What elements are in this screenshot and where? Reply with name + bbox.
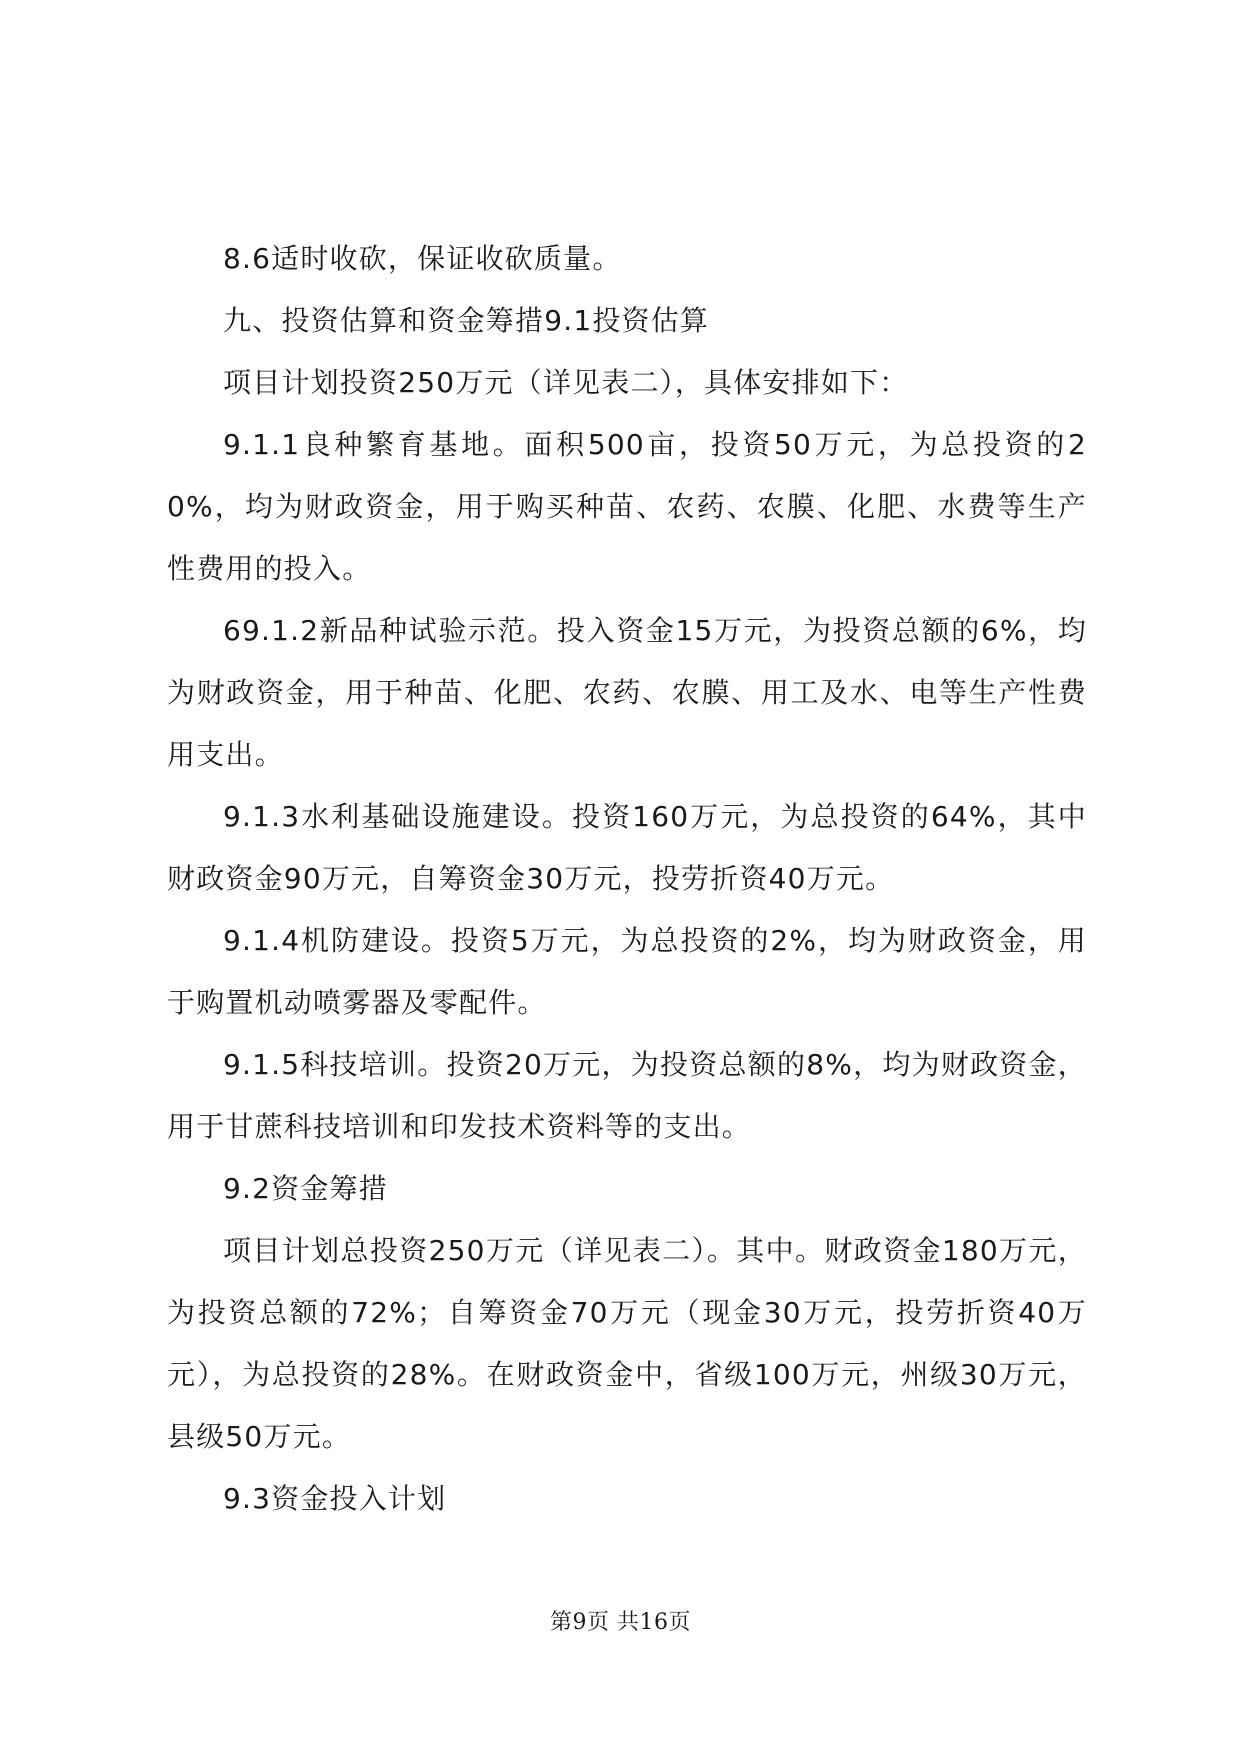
page-number-footer: 第9页 共16页 <box>550 1610 691 1635</box>
paragraph-water-infrastructure: 9.1.3水利基础设施建设。投资160万元，为总投资的64%，其中财政资金90万元，自筹资金30万元，投劳折资40万元。 <box>167 800 1087 895</box>
heading-fund-input-plan: 9.3资金投入计划 <box>223 1482 447 1515</box>
paragraph-fund-raising: 项目计划总投资250万元（详见表二）。其中。财政资金180万元，为投资总额的72%；自筹资金70万元（现金30万元，投劳折资40万元），为总投资的28%。在财政资金中，省级100万元，州级30万元，县级50万元。 <box>167 1234 1087 1453</box>
paragraph-tech-training: 9.1.5科技培训。投资20万元，为投资总额的8%，均为财政资金，用于甘蔗科技培训和印发技术资料等的支出。 <box>167 1048 1087 1143</box>
paragraph-machine-prevention: 9.1.4机防建设。投资5万元，为总投资的2%，均为财政资金，用于购置机动喷雾器及零配件。 <box>167 924 1087 1019</box>
document-body <box>167 228 1087 1530</box>
heading-investment-estimate: 九、投资估算和资金筹措9.1投资估算 <box>223 304 710 337</box>
paragraph-new-variety-trial: 69.1.2新品种试验示范。投入资金15万元，为投资总额的6%，均为财政资金，用于种苗、化肥、农药、农膜、用工及水、电等生产性费用支出。 <box>167 614 1087 771</box>
paragraph-breeding-base: 9.1.1良种繁育基地。面积500亩，投资50万元，为总投资的20%，均为财政资金，用于购买种苗、农药、农膜、化肥、水费等生产性费用的投入。 <box>167 428 1087 585</box>
paragraph-harvest: 8.6适时收砍，保证收砍质量。 <box>223 242 622 275</box>
paragraph-investment-plan: 项目计划投资250万元（详见表二），具体安排如下： <box>223 366 909 399</box>
heading-fund-raising: 9.2资金筹措 <box>223 1172 388 1205</box>
